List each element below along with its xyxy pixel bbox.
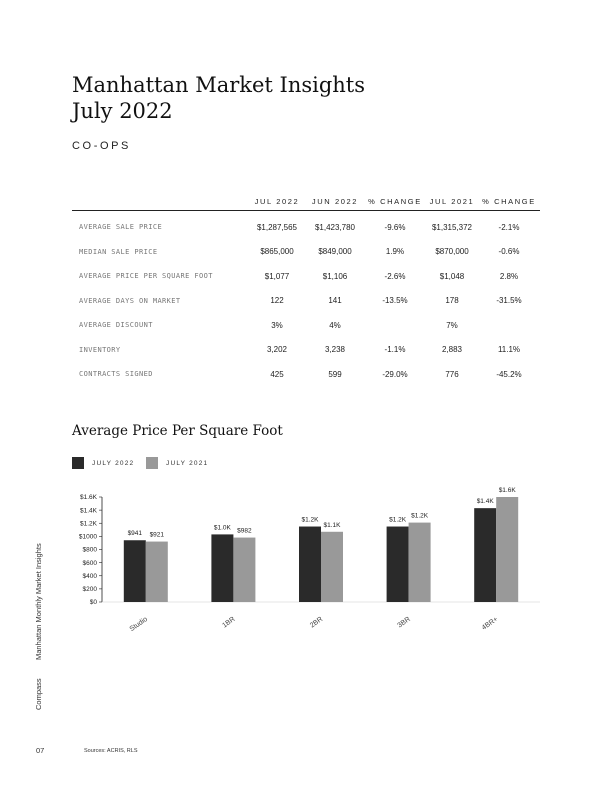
legend-swatch — [72, 457, 84, 469]
page-title — [72, 72, 365, 124]
y-tick-label: $800 — [82, 546, 97, 554]
y-tick-label: $0 — [89, 599, 97, 607]
row-label: CONTRACTS SIGNED — [79, 370, 153, 379]
data-label: $1.2K — [389, 516, 407, 524]
table-cell: -2.6% — [384, 271, 406, 281]
sidebar-brand: Compass — [34, 678, 43, 710]
bar-chart — [0, 470, 612, 640]
title-line-1: Manhattan Market Insights — [72, 73, 366, 97]
table-cell: 3,202 — [266, 345, 288, 355]
data-label: $1.0K — [213, 524, 231, 532]
table-cell: -1.1% — [384, 345, 406, 355]
row-label: MEDIAN SALE PRICE — [79, 247, 158, 256]
table-cell: $1,315,372 — [431, 222, 473, 232]
column-header-label — [72, 192, 248, 211]
bar — [496, 497, 518, 602]
table-row — [72, 264, 540, 289]
table-row — [72, 211, 540, 240]
column-header: JUL 2021 — [426, 192, 478, 211]
table-cell: 2,883 — [441, 345, 463, 355]
table-cell: -0.6% — [498, 247, 520, 257]
y-tick-label: $400 — [82, 572, 97, 580]
table-cell: $1,287,565 — [256, 222, 298, 232]
table-cell: 776 — [445, 369, 459, 379]
bar — [409, 523, 431, 602]
table-row — [72, 313, 540, 338]
bar — [387, 527, 409, 602]
legend-label: JULY 2022 — [92, 459, 135, 467]
sources-note: Sources: ACRIS, RLS — [84, 748, 138, 754]
table-cell: 425 — [270, 369, 284, 379]
table-cell: 3% — [271, 320, 283, 330]
y-tick-label: $1.6K — [80, 494, 97, 502]
category-label: 3BR — [396, 615, 412, 630]
chart-title: Average Price Per Square Foot — [72, 423, 283, 439]
column-header: JUL 2022 — [248, 192, 306, 211]
table-cell: 4% — [329, 320, 341, 330]
row-label: INVENTORY — [79, 345, 121, 354]
table-cell: 3,238 — [324, 345, 346, 355]
bar — [233, 538, 255, 602]
bar — [299, 527, 321, 602]
table-row — [72, 240, 540, 265]
data-label: $1.6K — [498, 487, 516, 494]
row-label: AVERAGE PRICE PER SQUARE FOOT — [79, 272, 213, 281]
table-cell: -45.2% — [496, 369, 522, 379]
bar — [124, 540, 146, 602]
column-header: JUN 2022 — [306, 192, 364, 211]
legend-item-july-2022 — [72, 457, 134, 469]
y-tick-label: $1.2K — [80, 520, 97, 528]
data-label: $941 — [127, 530, 143, 538]
table-cell — [364, 313, 426, 338]
y-tick-label: $1.4K — [80, 507, 97, 515]
category-label: 4BR+ — [480, 615, 500, 632]
table-cell — [478, 313, 540, 338]
table-cell: 11.1% — [497, 345, 521, 355]
row-label: AVERAGE DISCOUNT — [79, 321, 153, 330]
table-cell: 1.9% — [385, 247, 405, 257]
title-line-2: July 2022 — [72, 99, 173, 123]
table-cell: $865,000 — [260, 247, 294, 257]
table-row — [72, 289, 540, 314]
row-label: AVERAGE DAYS ON MARKET — [79, 296, 181, 305]
table-cell: 122 — [270, 296, 284, 306]
table-cell: -29.0% — [382, 369, 408, 379]
table-cell: $1,423,780 — [314, 222, 356, 232]
table-cell: 178 — [445, 296, 459, 306]
category-label: Studio — [128, 615, 149, 634]
column-header: % CHANGE — [478, 192, 540, 211]
table-cell: -31.5% — [496, 296, 522, 306]
data-label: $1.2K — [411, 512, 429, 520]
table-header-row — [72, 192, 540, 211]
data-label: $921 — [149, 531, 165, 539]
bar — [146, 542, 168, 602]
data-label: $982 — [237, 527, 252, 535]
legend-swatch — [146, 457, 158, 469]
section-heading: CO-OPS — [72, 140, 131, 152]
table-cell: -2.1% — [498, 222, 520, 232]
table-row — [72, 362, 540, 387]
table-cell: $1,106 — [322, 271, 348, 281]
data-label: $1.2K — [301, 516, 319, 524]
bar — [474, 508, 496, 602]
table-cell: 599 — [328, 369, 342, 379]
sidebar-publication-title: Manhattan Monthly Market Insights — [34, 543, 43, 660]
metrics-table — [72, 192, 540, 387]
table-cell: 7% — [446, 320, 458, 330]
table-cell: $870,000 — [435, 247, 469, 257]
data-label: $1.4K — [476, 498, 494, 506]
table-cell: -13.5% — [382, 296, 408, 306]
legend-label: JULY 2021 — [166, 459, 209, 467]
page-number: 07 — [36, 746, 45, 755]
category-label: 1BR — [221, 615, 237, 630]
row-label: AVERAGE SALE PRICE — [79, 223, 163, 232]
legend-item-july-2021 — [146, 457, 208, 469]
column-header: % CHANGE — [364, 192, 426, 211]
table-cell: 141 — [328, 296, 342, 306]
table-cell: -9.6% — [384, 222, 406, 232]
y-tick-label: $1000 — [78, 533, 97, 541]
bar — [321, 532, 343, 602]
table-cell: $1,048 — [439, 271, 465, 281]
table-row — [72, 338, 540, 363]
table-cell: $1,077 — [264, 271, 290, 281]
y-tick-label: $200 — [82, 586, 97, 594]
table-cell: $849,000 — [318, 247, 352, 257]
bar — [211, 534, 233, 602]
data-label: $1.1K — [323, 521, 341, 529]
y-tick-label: $600 — [82, 559, 97, 567]
table-cell: 2.8% — [499, 271, 519, 281]
category-label: 2BR — [308, 615, 325, 630]
